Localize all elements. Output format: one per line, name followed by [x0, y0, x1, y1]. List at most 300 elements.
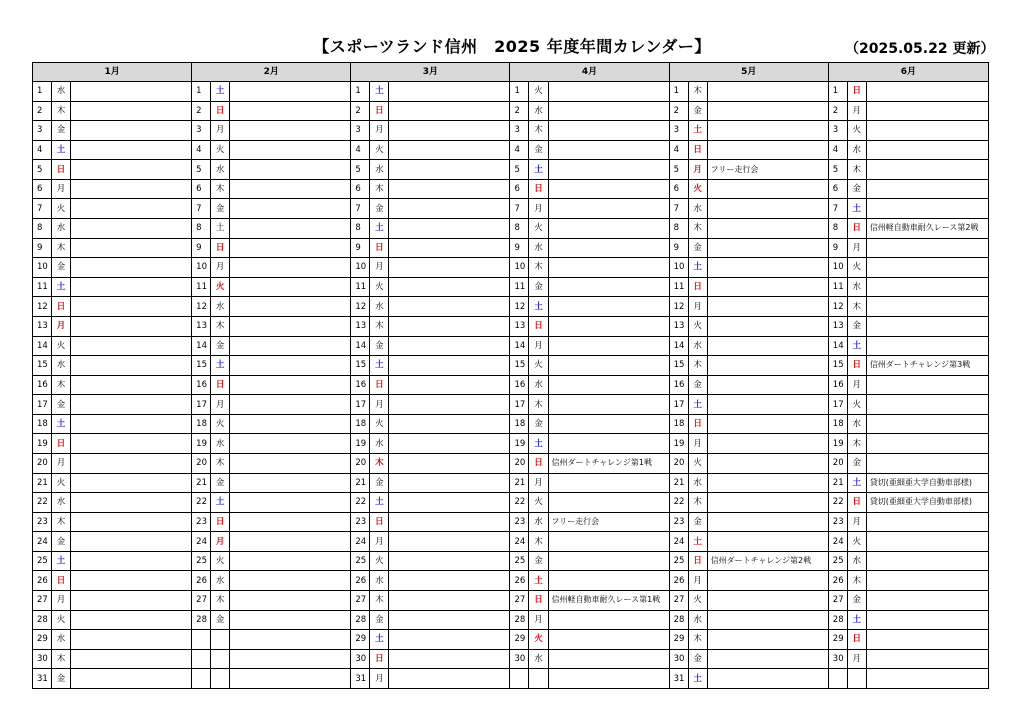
day-number: 10 — [510, 258, 529, 278]
month-header: 3月 — [351, 63, 510, 82]
weekday: 火 — [52, 473, 71, 493]
day-number: 29 — [351, 630, 370, 650]
event-note — [389, 395, 510, 415]
day-number: 19 — [510, 434, 529, 454]
weekday: 火 — [370, 551, 389, 571]
day-number: 4 — [192, 140, 211, 160]
weekday: 日 — [211, 101, 230, 121]
day-number: 30 — [669, 649, 688, 669]
event-note: 信州ダートチャレンジ第1戦 — [548, 453, 669, 473]
day-number: 27 — [351, 591, 370, 611]
event-note — [389, 121, 510, 141]
weekday: 日 — [847, 219, 866, 239]
weekday: 金 — [370, 473, 389, 493]
day-number: 5 — [828, 160, 847, 180]
event-note — [71, 277, 192, 297]
table-row — [33, 669, 989, 689]
event-note — [707, 630, 828, 650]
weekday: 火 — [529, 493, 548, 513]
weekday: 火 — [211, 414, 230, 434]
event-note — [866, 336, 988, 356]
weekday: 月 — [529, 610, 548, 630]
day-number: 13 — [510, 316, 529, 336]
event-note — [71, 551, 192, 571]
weekday: 水 — [688, 610, 707, 630]
day-number: 31 — [669, 669, 688, 689]
weekday: 月 — [847, 512, 866, 532]
event-note — [230, 121, 351, 141]
event-note — [707, 591, 828, 611]
weekday: 木 — [370, 179, 389, 199]
day-number: 12 — [669, 297, 688, 317]
weekday: 火 — [370, 277, 389, 297]
day-number: 9 — [192, 238, 211, 258]
weekday: 木 — [688, 219, 707, 239]
weekday: 日 — [370, 649, 389, 669]
event-note — [389, 532, 510, 552]
day-number: 15 — [33, 356, 52, 376]
day-number: 24 — [351, 532, 370, 552]
weekday: 金 — [52, 532, 71, 552]
event-note — [548, 258, 669, 278]
day-number: 26 — [33, 571, 52, 591]
event-note — [71, 238, 192, 258]
weekday: 火 — [529, 356, 548, 376]
event-note — [866, 395, 988, 415]
weekday: 日 — [52, 434, 71, 454]
event-note — [548, 219, 669, 239]
event-note — [548, 414, 669, 434]
weekday: 金 — [211, 199, 230, 219]
event-note — [707, 121, 828, 141]
event-note — [230, 277, 351, 297]
event-note — [71, 336, 192, 356]
weekday: 金 — [370, 610, 389, 630]
weekday: 日 — [211, 512, 230, 532]
event-note — [389, 551, 510, 571]
event-note — [71, 316, 192, 336]
event-note — [230, 591, 351, 611]
day-number: 25 — [510, 551, 529, 571]
event-note — [548, 610, 669, 630]
day-number: 1 — [33, 82, 52, 102]
event-note — [230, 453, 351, 473]
day-number: 23 — [351, 512, 370, 532]
day-number: 23 — [192, 512, 211, 532]
day-number: 19 — [669, 434, 688, 454]
weekday: 土 — [529, 160, 548, 180]
event-note — [707, 414, 828, 434]
day-number: 27 — [33, 591, 52, 611]
weekday: 火 — [211, 140, 230, 160]
event-note — [389, 356, 510, 376]
day-number: 21 — [33, 473, 52, 493]
day-number: 27 — [510, 591, 529, 611]
day-number: 21 — [351, 473, 370, 493]
weekday: 水 — [52, 219, 71, 239]
event-note — [389, 238, 510, 258]
event-note — [389, 179, 510, 199]
weekday: 水 — [847, 551, 866, 571]
day-number: 6 — [351, 179, 370, 199]
event-note — [548, 160, 669, 180]
weekday: 日 — [211, 375, 230, 395]
day-number: 23 — [510, 512, 529, 532]
day-number: 1 — [192, 82, 211, 102]
weekday: 火 — [370, 140, 389, 160]
event-note — [707, 610, 828, 630]
table-row — [33, 297, 989, 317]
day-number — [192, 630, 211, 650]
day-number: 7 — [828, 199, 847, 219]
day-number: 24 — [510, 532, 529, 552]
event-note — [707, 512, 828, 532]
weekday: 土 — [211, 219, 230, 239]
event-note: フリー走行会 — [707, 160, 828, 180]
day-number: 26 — [828, 571, 847, 591]
day-number: 4 — [351, 140, 370, 160]
weekday: 木 — [370, 453, 389, 473]
day-number: 16 — [669, 375, 688, 395]
event-note — [707, 434, 828, 454]
day-number: 20 — [828, 453, 847, 473]
day-number: 21 — [828, 473, 847, 493]
event-note — [230, 336, 351, 356]
day-number: 19 — [192, 434, 211, 454]
day-number: 16 — [510, 375, 529, 395]
day-number: 29 — [828, 630, 847, 650]
event-note: 貸切(亜細亜大学自動車部様) — [866, 473, 988, 493]
event-note — [548, 375, 669, 395]
weekday: 火 — [847, 258, 866, 278]
day-number: 9 — [510, 238, 529, 258]
day-number: 9 — [33, 238, 52, 258]
event-note — [707, 258, 828, 278]
event-note — [389, 630, 510, 650]
weekday: 日 — [688, 140, 707, 160]
day-number: 29 — [669, 630, 688, 650]
day-number: 8 — [828, 219, 847, 239]
day-number: 24 — [669, 532, 688, 552]
event-note — [389, 140, 510, 160]
weekday: 月 — [52, 453, 71, 473]
weekday: 火 — [688, 453, 707, 473]
event-note — [71, 493, 192, 513]
event-note — [230, 610, 351, 630]
day-number: 15 — [828, 356, 847, 376]
weekday: 土 — [688, 532, 707, 552]
weekday: 水 — [211, 160, 230, 180]
event-note — [707, 316, 828, 336]
day-number: 7 — [669, 199, 688, 219]
weekday: 金 — [529, 551, 548, 571]
weekday: 火 — [847, 121, 866, 141]
month-header: 4月 — [510, 63, 669, 82]
day-number: 30 — [510, 649, 529, 669]
weekday: 金 — [211, 473, 230, 493]
table-row — [33, 453, 989, 473]
day-number: 22 — [192, 493, 211, 513]
event-note — [866, 140, 988, 160]
table-row — [33, 395, 989, 415]
event-note — [548, 101, 669, 121]
event-note — [71, 571, 192, 591]
event-note — [866, 238, 988, 258]
weekday: 火 — [52, 199, 71, 219]
event-note — [866, 199, 988, 219]
table-row — [33, 258, 989, 278]
weekday: 月 — [688, 160, 707, 180]
table-row — [33, 591, 989, 611]
event-note — [389, 512, 510, 532]
weekday: 金 — [847, 316, 866, 336]
event-note — [389, 453, 510, 473]
day-number: 25 — [828, 551, 847, 571]
event-note — [71, 610, 192, 630]
weekday: 金 — [370, 199, 389, 219]
day-number: 1 — [510, 82, 529, 102]
event-note — [230, 140, 351, 160]
event-note — [230, 82, 351, 102]
event-note — [230, 238, 351, 258]
weekday: 金 — [370, 336, 389, 356]
month-header: 5月 — [669, 63, 828, 82]
day-number: 11 — [828, 277, 847, 297]
event-note — [707, 336, 828, 356]
event-note — [389, 649, 510, 669]
event-note — [548, 473, 669, 493]
event-note — [548, 199, 669, 219]
weekday: 火 — [529, 82, 548, 102]
day-number: 6 — [33, 179, 52, 199]
event-note — [71, 219, 192, 239]
weekday: 月 — [370, 395, 389, 415]
weekday: 木 — [847, 571, 866, 591]
event-note — [866, 571, 988, 591]
day-number: 12 — [828, 297, 847, 317]
event-note — [71, 121, 192, 141]
weekday: 月 — [211, 258, 230, 278]
weekday: 水 — [688, 336, 707, 356]
weekday: 日 — [211, 238, 230, 258]
day-number: 28 — [33, 610, 52, 630]
day-number: 16 — [33, 375, 52, 395]
day-number: 15 — [351, 356, 370, 376]
table-row — [33, 414, 989, 434]
event-note — [71, 649, 192, 669]
weekday: 土 — [688, 121, 707, 141]
weekday: 日 — [688, 277, 707, 297]
day-number: 2 — [669, 101, 688, 121]
table-row — [33, 336, 989, 356]
event-note — [548, 121, 669, 141]
weekday: 木 — [847, 160, 866, 180]
event-note — [389, 336, 510, 356]
event-note — [866, 414, 988, 434]
weekday: 火 — [688, 179, 707, 199]
weekday: 土 — [52, 140, 71, 160]
weekday: 木 — [688, 630, 707, 650]
day-number: 9 — [828, 238, 847, 258]
weekday: 木 — [529, 258, 548, 278]
weekday: 日 — [847, 356, 866, 376]
weekday: 木 — [52, 375, 71, 395]
event-note — [71, 179, 192, 199]
weekday: 土 — [211, 356, 230, 376]
day-number: 11 — [33, 277, 52, 297]
day-number: 18 — [192, 414, 211, 434]
day-number: 4 — [510, 140, 529, 160]
table-row — [33, 219, 989, 239]
day-number: 7 — [351, 199, 370, 219]
weekday: 土 — [847, 199, 866, 219]
event-note — [230, 571, 351, 591]
weekday: 日 — [370, 375, 389, 395]
event-note — [548, 179, 669, 199]
weekday: 水 — [847, 277, 866, 297]
day-number: 25 — [33, 551, 52, 571]
weekday: 金 — [52, 395, 71, 415]
event-note — [707, 473, 828, 493]
weekday: 金 — [52, 669, 71, 689]
weekday: 水 — [211, 571, 230, 591]
event-note — [707, 532, 828, 552]
day-number: 6 — [669, 179, 688, 199]
day-number: 23 — [33, 512, 52, 532]
table-row — [33, 649, 989, 669]
day-number: 18 — [669, 414, 688, 434]
weekday: 水 — [529, 512, 548, 532]
day-number: 16 — [192, 375, 211, 395]
table-row — [33, 375, 989, 395]
day-number: 28 — [192, 610, 211, 630]
event-note — [866, 121, 988, 141]
event-note — [866, 258, 988, 278]
event-note — [866, 179, 988, 199]
weekday: 月 — [688, 297, 707, 317]
table-row — [33, 434, 989, 454]
event-note — [866, 551, 988, 571]
weekday: 木 — [52, 101, 71, 121]
day-number: 14 — [33, 336, 52, 356]
day-number: 13 — [351, 316, 370, 336]
weekday: 土 — [370, 82, 389, 102]
weekday: 月 — [211, 395, 230, 415]
event-note — [707, 356, 828, 376]
weekday: 木 — [370, 591, 389, 611]
calendar-body — [33, 82, 989, 689]
day-number: 20 — [351, 453, 370, 473]
event-note — [707, 199, 828, 219]
day-number: 5 — [669, 160, 688, 180]
weekday — [211, 669, 230, 689]
day-number: 25 — [192, 551, 211, 571]
event-note — [389, 375, 510, 395]
weekday: 土 — [52, 551, 71, 571]
day-number: 5 — [510, 160, 529, 180]
day-number: 20 — [192, 453, 211, 473]
day-number: 22 — [669, 493, 688, 513]
table-row — [33, 101, 989, 121]
day-number: 13 — [33, 316, 52, 336]
day-number: 9 — [351, 238, 370, 258]
weekday: 木 — [52, 649, 71, 669]
day-number: 25 — [351, 551, 370, 571]
weekday: 日 — [52, 297, 71, 317]
day-number: 31 — [33, 669, 52, 689]
weekday: 金 — [211, 336, 230, 356]
month-header: 2月 — [192, 63, 351, 82]
day-number: 26 — [351, 571, 370, 591]
day-number: 4 — [33, 140, 52, 160]
weekday: 日 — [370, 238, 389, 258]
day-number — [192, 669, 211, 689]
table-row — [33, 316, 989, 336]
table-row — [33, 571, 989, 591]
table-row — [33, 121, 989, 141]
event-note — [866, 669, 988, 689]
event-note — [230, 414, 351, 434]
event-note — [71, 356, 192, 376]
event-note — [866, 610, 988, 630]
day-number: 17 — [669, 395, 688, 415]
day-number: 15 — [192, 356, 211, 376]
table-row — [33, 630, 989, 650]
weekday: 月 — [211, 121, 230, 141]
weekday: 水 — [211, 297, 230, 317]
day-number: 21 — [192, 473, 211, 493]
day-number: 9 — [669, 238, 688, 258]
event-note — [548, 356, 669, 376]
day-number: 14 — [192, 336, 211, 356]
weekday: 金 — [688, 238, 707, 258]
day-number: 25 — [669, 551, 688, 571]
weekday: 月 — [529, 336, 548, 356]
day-number: 5 — [351, 160, 370, 180]
event-note: フリー走行会 — [548, 512, 669, 532]
day-number: 24 — [33, 532, 52, 552]
day-number: 3 — [669, 121, 688, 141]
event-note — [71, 473, 192, 493]
weekday: 木 — [688, 493, 707, 513]
day-number: 17 — [510, 395, 529, 415]
event-note — [548, 82, 669, 102]
weekday: 土 — [52, 414, 71, 434]
day-number: 11 — [351, 277, 370, 297]
day-number: 3 — [33, 121, 52, 141]
weekday: 日 — [688, 414, 707, 434]
day-number: 1 — [351, 82, 370, 102]
day-number: 14 — [669, 336, 688, 356]
day-number: 2 — [510, 101, 529, 121]
day-number: 5 — [33, 160, 52, 180]
weekday: 火 — [688, 316, 707, 336]
table-row — [33, 238, 989, 258]
event-note — [707, 179, 828, 199]
event-note — [707, 375, 828, 395]
page-title: 【スポーツランド信州 2025 年度年間カレンダー】 — [313, 37, 711, 56]
event-note — [866, 160, 988, 180]
event-note — [389, 101, 510, 121]
weekday: 日 — [847, 82, 866, 102]
weekday: 水 — [52, 82, 71, 102]
weekday: 火 — [688, 591, 707, 611]
event-note — [230, 551, 351, 571]
weekday: 土 — [847, 473, 866, 493]
day-number: 22 — [510, 493, 529, 513]
event-note — [71, 434, 192, 454]
weekday: 日 — [370, 512, 389, 532]
